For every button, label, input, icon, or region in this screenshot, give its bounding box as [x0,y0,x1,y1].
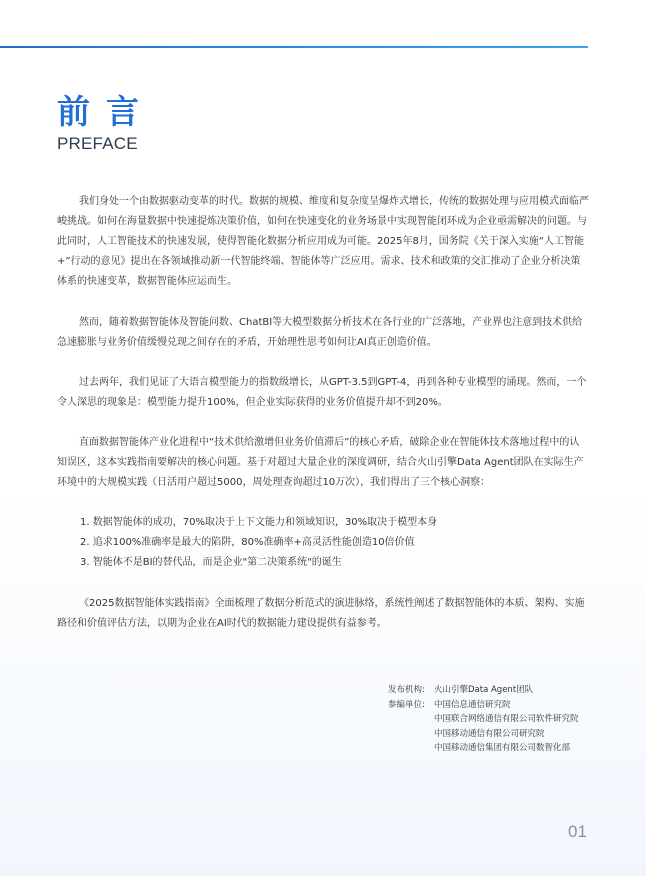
list-item: 1. 数据智能体的成功，70%取决于上下文能力和领域知识，30%取决于模型本身 [80,517,438,528]
paragraph-text: 直面数据智能体产业化进程中“技术供给激增但业务价值滞后”的核心矛盾，破除企业在智能体技术落地过程中的认知误区，这本实践指南要解决的核心问题。基于对超过大量企业的深度调研，结合火山引擎Data Agent团队在实际生产环境中的大规模实践（日活用户超过5000，周处理查询超过10万次），我们得出了三个核心洞察： [57,437,584,488]
page-number: 01 [568,822,587,841]
publisher-partners-label: 参编单位: [388,699,425,710]
paragraph-3 [57,373,589,413]
insights-list [80,513,437,573]
partner-item: 中国联合网络通信有限公司软件研究院 [434,714,579,724]
list-item: 2. 追求100%准确率是最大的陷阱，80%准确率+高灵活性能创造10倍价值 [80,537,415,548]
paragraph-5 [57,594,589,634]
paragraph-text: 然而，随着数据智能体及智能问数、ChatBI等大模型数据分析技术在各行业的广泛落地，产业界也注意到技术供给急速膨胀与业务价值缓慢兑现之间存在的矛盾，开始理性思考如何让AI真正创造价值。 [57,317,583,348]
paragraph-2 [57,313,589,353]
page-title: 前言 [57,92,155,131]
partner-item: 中国信息通信研究院 [434,699,511,710]
paragraph-text: 过去两年，我们见证了大语言模型能力的指数级增长，从GPT-3.5到GPT-4，再到各种专业模型的涌现。然而，一个令人深思的现象是：模型能力提升100%，但企业实际获得的业务价值提升却不到20%。 [57,377,587,408]
paragraph-text: 《2025数据智能体实践指南》全面梳理了数据分析范式的演进脉络，系统性阐述了数据智能体的本质、架构、实施路径和价值评估方法，以期为企业在AI时代的数据能力建设提供有益参考。 [57,598,585,629]
top-divider-line [0,46,588,48]
paragraph-text: 我们身处一个由数据驱动变革的时代。数据的规模、维度和复杂度呈爆炸式增长，传统的数据处理与应用模式面临严峻挑战。如何在海量数据中快速提炼决策价值，如何在快速变化的业务场景中实现智能闭环成为企业亟需解决的问题。与此同时，人工智能技术的快速发展，使得智能化数据分析应用成为可能。2025年8月，国务院《关于深入实施“人工智能+”行动的意见》提出在各领域推动新一代智能终端、智能体等广泛应用。需求、技术和政策的交汇推动了企业分析决策体系的快速变革，数据智能体应运而生。 [57,196,589,287]
publisher-partners-row [388,698,579,713]
partner-item: 中国移动通信集团有限公司数智化部 [434,743,571,753]
list-item: 3. 智能体不是BI的替代品，而是企业"第二决策系统"的诞生 [80,557,342,568]
publisher-org: 火山引擎Data Agent团队 [434,685,534,695]
publisher-org-row [388,683,579,698]
paragraph-4 [57,433,589,493]
publisher-org-label: 发布机构: [388,685,425,695]
paragraph-1 [57,192,589,292]
publisher-block [388,683,579,756]
partner-item: 中国移动通信有限公司研究院 [434,728,545,739]
page-subtitle: PREFACE [57,134,138,153]
